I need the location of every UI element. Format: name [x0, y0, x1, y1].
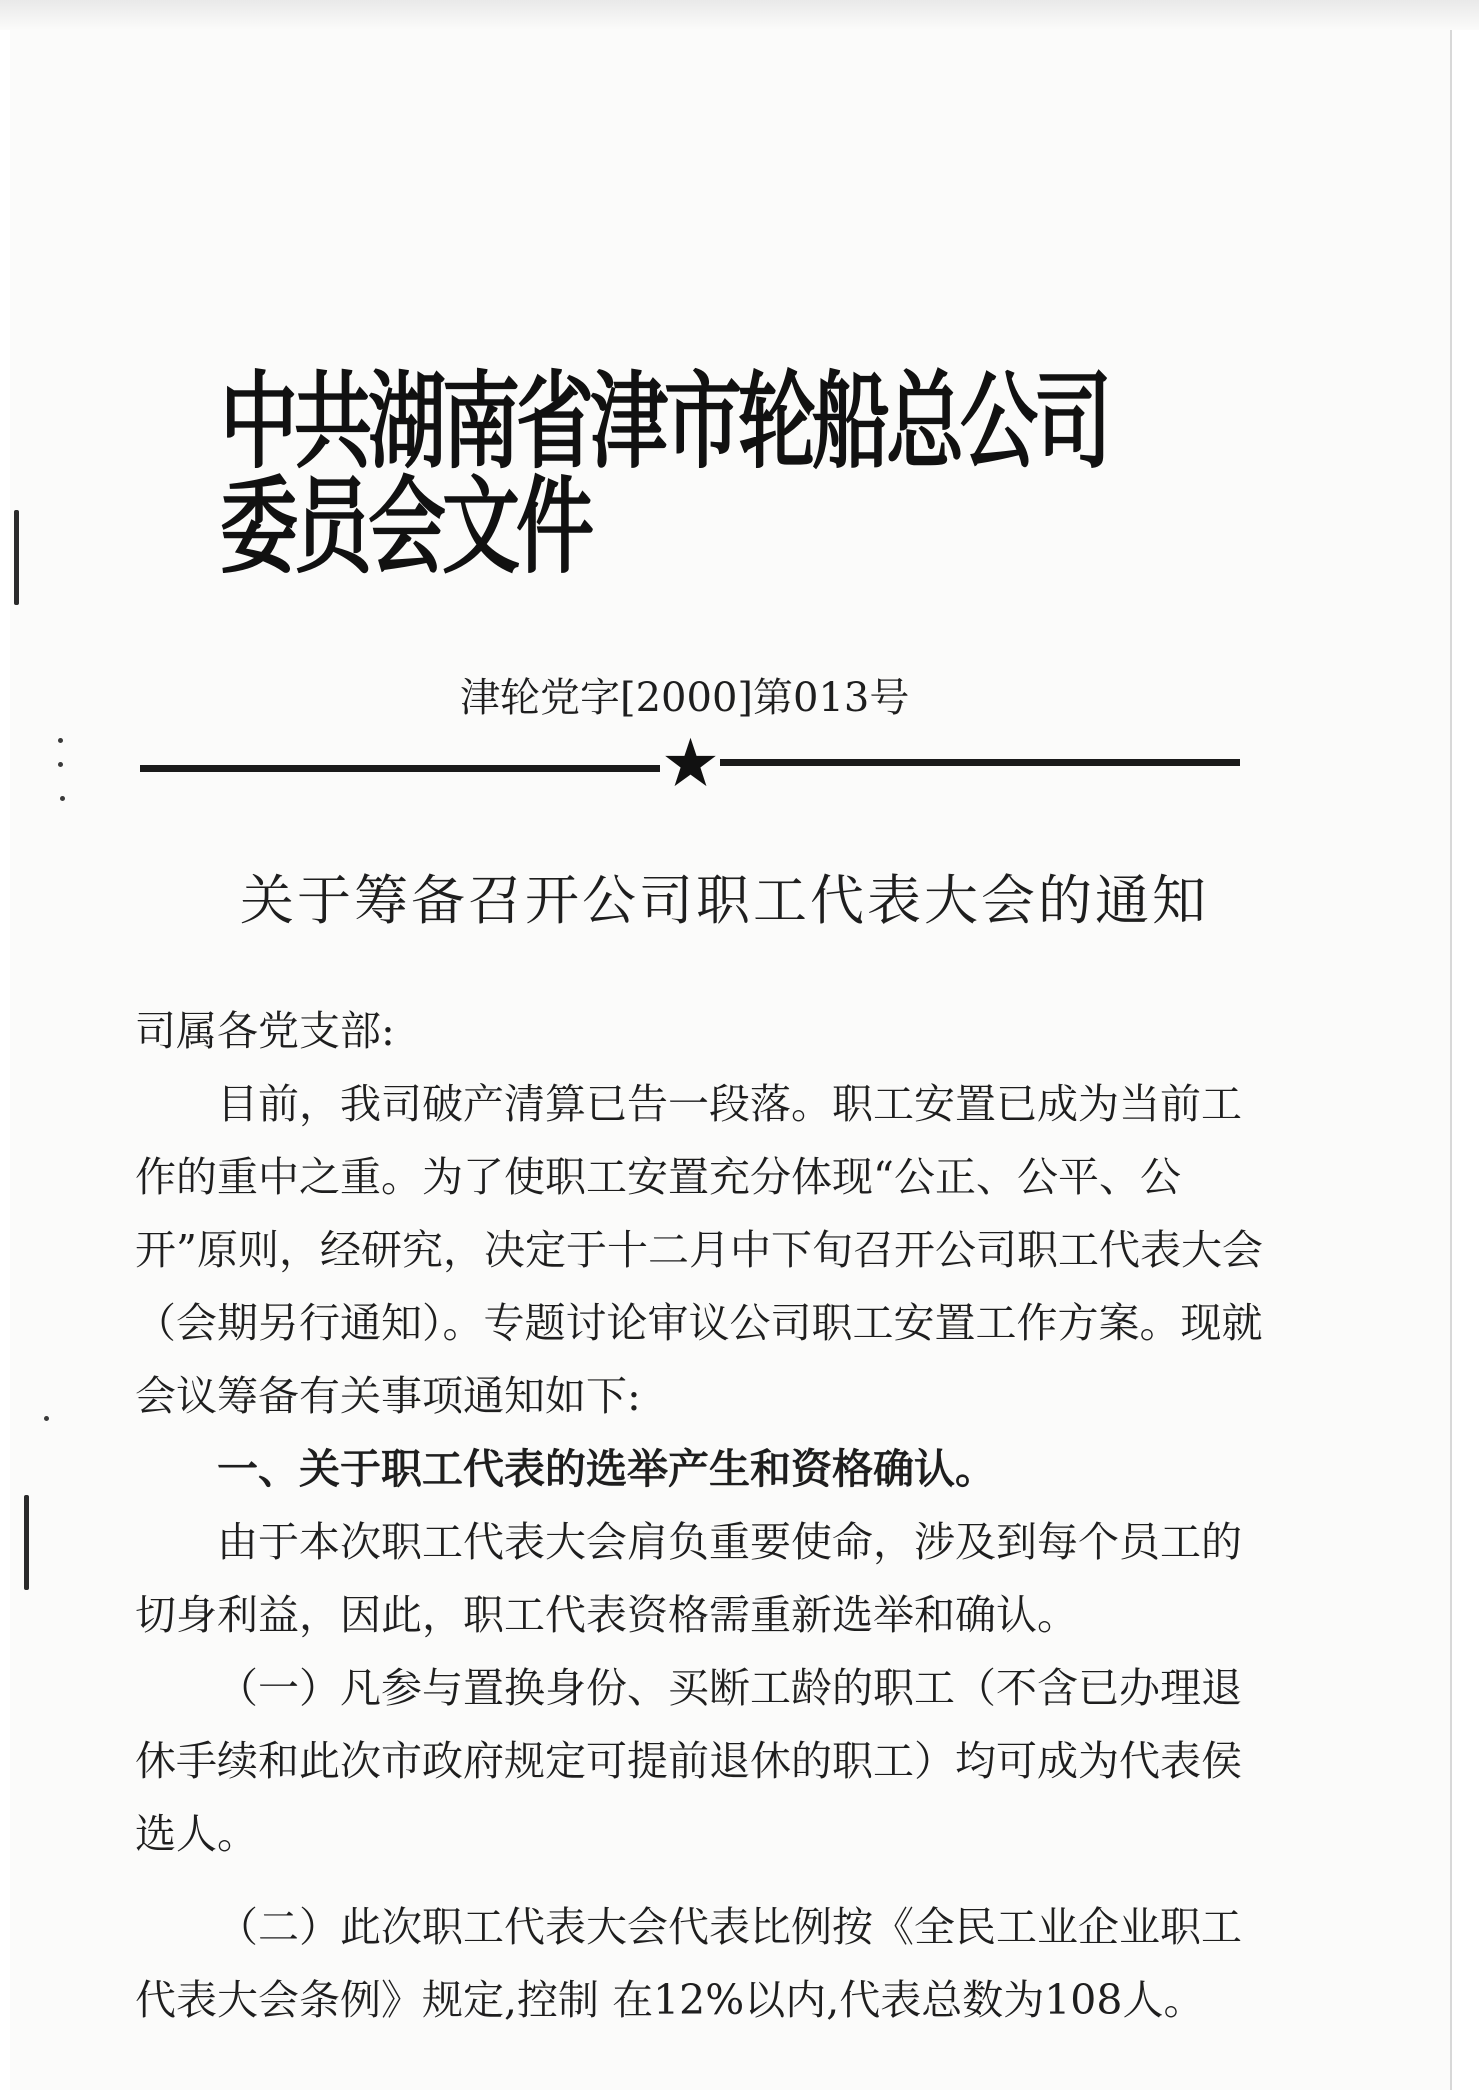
binding-mark-2 [24, 1495, 29, 1590]
binding-dot-1 [58, 738, 63, 743]
notice-body [135, 995, 1275, 2037]
notice-title: 关于筹备召开公司职工代表大会的通知 [240, 869, 1209, 932]
paragraph-item-1: （一）凡参与置换身份、买断工龄的职工（不含已办理退休手续和此次市政府规定可提前退休的职工）均可成为代表侯选人。 [135, 1664, 1242, 1858]
divider-line-left [140, 765, 660, 772]
salutation: 司属各党支部: [135, 1007, 395, 1055]
scan-top-edge [0, 0, 1479, 30]
binding-dot-4 [44, 1416, 49, 1421]
red-header-divider [140, 745, 1240, 805]
divider-line-right [720, 759, 1240, 766]
document-number: 津轮党字[2000]第013号 [460, 675, 910, 721]
star-icon [663, 735, 718, 790]
paragraph-intro: 目前，我司破产清算已告一段落。职工安置已成为当前工作的重中之重。为了使职工安置充分体现“公正、公平、公开”原则，经研究，决定于十二月中下旬召开公司职工代表大会（会期另行通知）。专题讨论审议公司职工安置工作方案。现就会议筹备有关事项通知如下: [135, 1080, 1263, 1420]
issuing-organization-header: 中共湖南省津市轮船总公司委员会文件 [220, 361, 1109, 589]
binding-dot-2 [58, 762, 63, 767]
binding-dot-3 [60, 796, 65, 801]
binding-mark-1 [14, 510, 19, 605]
paragraph-section-1: 由于本次职工代表大会肩负重要使命，涉及到每个员工的切身利益，因此，职工代表资格需重新选举和确认。 [135, 1518, 1242, 1639]
section-heading-1: 一、关于职工代表的选举产生和资格确认。 [217, 1445, 996, 1493]
paragraph-item-2: （二）此次职工代表大会代表比例按《全民工业企业职工代表大会条例》规定,控制 在12%以内,代表总数为108人。 [135, 1903, 1242, 2024]
